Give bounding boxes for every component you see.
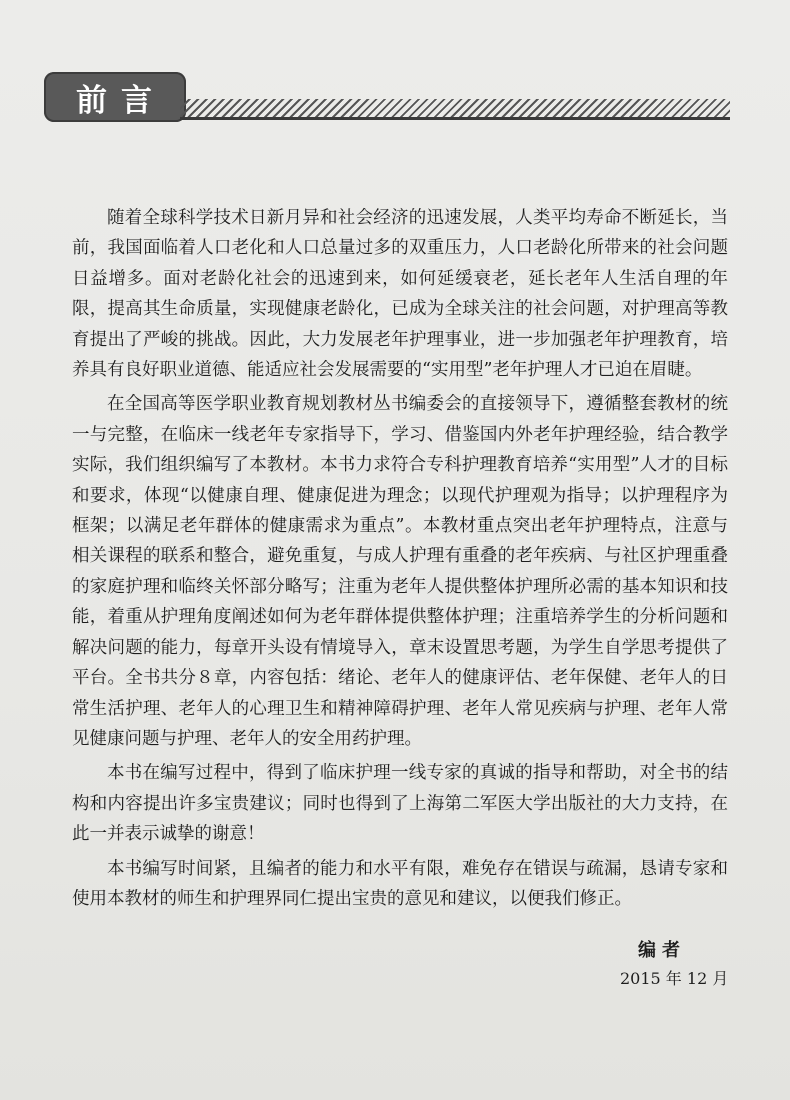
preface-body bbox=[72, 203, 728, 914]
paragraph-1: 随着全球科学技术日新月异和社会经济的迅速发展，人类平均寿命不断延长，当前，我国面临着人口老化和人口总量过多的双重压力，人口老龄化所带来的社会问题日益增多。面对老龄化社会的迅速到来，如何延缓衰老，延长老年人生活自理的年限，提高其生命质量，实现健康老龄化，已成为全球关注的社会问题，对护理高等教育提出了严峻的挑战。因此，大力发展老年护理事业，进一步加强老年护理教育，培养具有良好职业道德、能适应社会发展需要的“实用型”老年护理人才已迫在眉睫。 bbox=[72, 208, 728, 381]
paragraph-3: 本书在编写过程中，得到了临床护理一线专家的真诚的指导和帮助，对全书的结构和内容提出许多宝贵建议；同时也得到了上海第二军医大学出版社的大力支持，在此一并表示诚挚的谢意！ bbox=[72, 763, 728, 845]
author-signature: 编者 bbox=[638, 940, 686, 961]
paragraph-4: 本书编写时间紧，且编者的能力和水平有限，难免存在错误与疏漏，恳请专家和使用本教材的师生和护理界同仁提出宝贵的意见和建议，以便我们修正。 bbox=[72, 858, 728, 909]
preface-heading-box bbox=[44, 72, 186, 122]
heading-hatched-rule bbox=[180, 99, 730, 120]
paragraph-2: 在全国高等医学职业教育规划教材丛书编委会的直接领导下，遵循整套教材的统一与完整，在临床一线老年专家指导下，学习、借鉴国内外老年护理经验，结合教学实际，我们组织编写了本教材。本书力求符合专科护理教育培养“实用型”人才的目标和要求，体现“以健康自理、健康促进为理念；以现代护理观为指导；以护理程序为框架；以满足老年群体的健康需求为重点”。本教材重点突出老年护理特点，注意与相关课程的联系和整合，避免重复，与成人护理有重叠的老年疾病、与社区护理重叠的家庭护理和临终关怀部分略写；注重为老年人提供整体护理所必需的基本知识和技能，着重从护理角度阐述如何为老年群体提供整体护理；注重培养学生的分析问题和解决问题的能力，每章开头设有情境导入，章末设置思考题，为学生自学思考提供了平台。全书共分８章，内容包括：绪论、老年人的健康评估、老年保健、老年人的日常生活护理、老年人的心理卫生和精神障碍护理、老年人常见疾病与护理、老年人常见健康问题与护理、老年人的安全用药护理。 bbox=[72, 394, 728, 749]
page-title: 前言 bbox=[76, 82, 166, 119]
signature-date: 2015 年 12 月 bbox=[620, 969, 729, 988]
